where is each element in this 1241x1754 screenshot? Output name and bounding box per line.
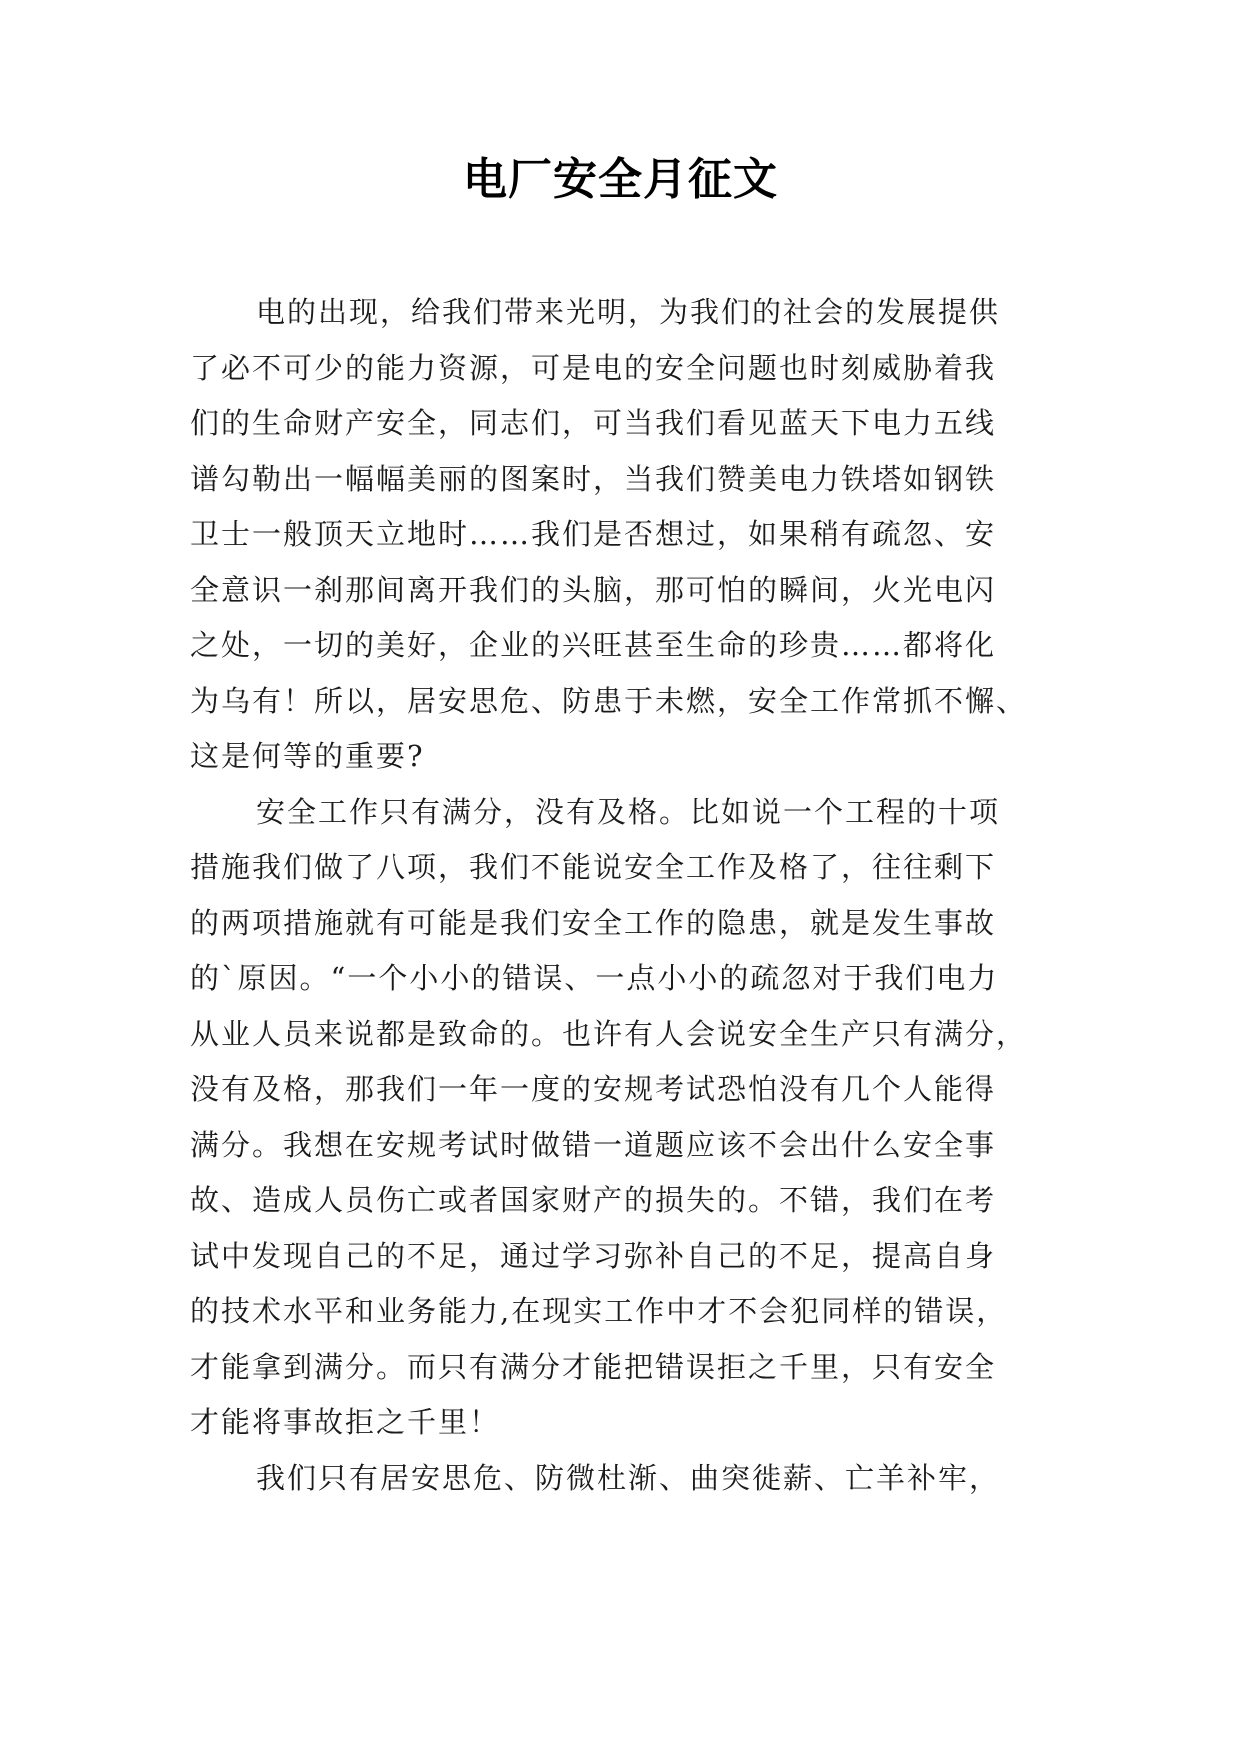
text-line: 这是何等的重要? <box>190 739 425 773</box>
text-line: 谱勾勒出一幅幅美丽的图案时，当我们赞美电力铁塔如钢铁 <box>190 461 997 496</box>
text-line: 故、造成人员伤亡或者国家财产的损失的。不错，我们在考 <box>190 1183 997 1217</box>
text-line: 电的出现，给我们带来光明，为我们的社会的发展提供 <box>256 295 1001 329</box>
paragraph-3 <box>190 1451 1060 1507</box>
text-line: 卫士一般顶天立地时……我们是否想过，如果稍有疏忽、安 <box>190 517 997 551</box>
text-line: 没有及格，那我们一年一度的安规考试恐怕没有几个人能得 <box>190 1072 997 1106</box>
text-line: 安全工作只有满分，没有及格。比如说一个工程的十项 <box>256 794 1001 829</box>
text-line: 措施我们做了八项，我们不能说安全工作及格了，往往剩下 <box>190 850 997 884</box>
text-line: 了必不可少的能力资源，可是电的安全问题也时刻威胁着我 <box>190 350 997 385</box>
text-line: 全意识一刹那间离开我们的头脑，那可怕的瞬间，火光电闪 <box>190 572 997 607</box>
text-line: 才能拿到满分。而只有满分才能把错误拒之千里，只有安全 <box>190 1349 997 1384</box>
text-line: 我们只有居安思危、防微杜渐、曲突徙薪、亡羊补牢， <box>256 1460 1001 1495</box>
text-line: 满分。我想在安规考试时做错一道题应该不会出什么安全事 <box>190 1127 997 1162</box>
text-line: 之处，一切的美好，企业的兴旺甚至生命的珍贵……都将化 <box>190 628 997 662</box>
document-title: 电厂安全月征文 <box>463 154 778 205</box>
text-line: 才能将事故拒之千里！ <box>190 1405 501 1439</box>
text-line: 的技术水平和业务能力,在现实工作中才不会犯同样的错误， <box>190 1294 1008 1328</box>
text-line: 从业人员来说都是致命的。也许有人会说安全生产只有满分， <box>190 1016 1028 1051</box>
paragraph-1 <box>190 285 1060 785</box>
text-line: 试中发现自己的不足，通过学习弥补自己的不足，提高自身 <box>190 1238 997 1273</box>
text-line: 为乌有！所以，居安思危、防患于未燃，安全工作常抓不懈、 <box>190 683 1028 718</box>
text-line: 的两项措施就有可能是我们安全工作的隐患，就是发生事故 <box>190 905 997 940</box>
paragraph-2 <box>190 785 1060 1451</box>
text-line: 的`原因。“一个小小的错误、一点小小的疏忽对于我们电力 <box>190 961 999 995</box>
text-line: 们的生命财产安全，同志们，可当我们看见蓝天下电力五线 <box>190 406 997 440</box>
document-body <box>190 285 1060 1506</box>
